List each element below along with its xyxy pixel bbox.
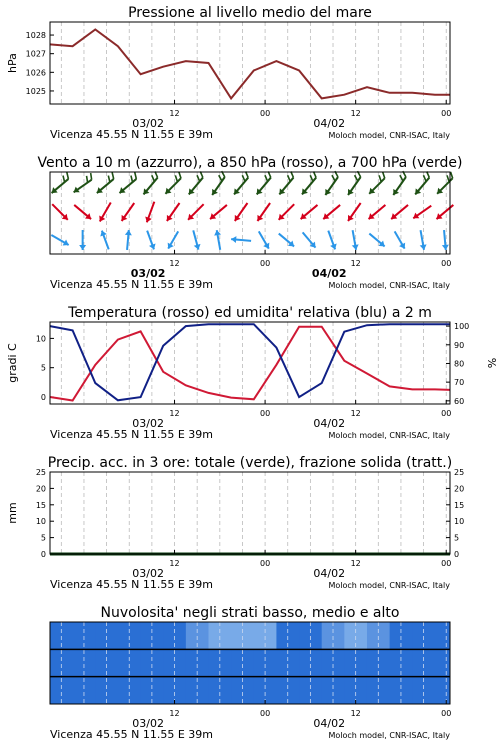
wind-arrow-700	[74, 173, 92, 192]
wind-arrow-10m	[214, 230, 221, 250]
temperature-y-tick-label: 0	[40, 392, 46, 402]
wind-arrow-850	[210, 205, 227, 219]
wind-arrow-700-flag	[112, 172, 114, 179]
wind-arrow-700-flag	[332, 175, 335, 181]
time-tick-label: 12	[169, 409, 180, 418]
wind-arrow-10m	[352, 230, 359, 250]
location-label: Vicenza 45.55 N 11.55 E 39m	[50, 128, 213, 141]
pressure-y-tick-label: 1026	[25, 68, 46, 78]
time-tick-label: 12	[350, 259, 361, 268]
time-tick-label: 12	[169, 709, 180, 718]
pressure-y-label: hPa	[6, 53, 19, 73]
plot-frame	[50, 322, 450, 404]
wind-arrow-700-flag	[219, 175, 222, 181]
wind-arrow-700-flag	[63, 176, 65, 183]
wind-arrow-10m	[231, 236, 251, 243]
wind-arrow-700	[393, 171, 406, 195]
wind-arrow-850	[52, 204, 68, 220]
precip-y-tick-label: 25	[35, 468, 46, 477]
date-label: 04/02	[313, 717, 346, 730]
time-tick-label: 00	[441, 559, 452, 568]
precip-y-label: mm	[6, 502, 19, 524]
wind-arrow-850	[99, 202, 111, 221]
date-label: 04/02	[313, 417, 346, 430]
wind-arrow-850	[323, 205, 340, 219]
wind-arrow-700-flag	[135, 172, 137, 179]
location-label: Vicenza 45.55 N 11.55 E 39m	[50, 278, 213, 291]
panel-title: Nuvolosita' negli strati basso, medio e alto	[100, 605, 400, 621]
pressure-panel	[6, 5, 451, 141]
credit-label: Moloch model, CNR-ISAC, Italy	[328, 581, 450, 590]
wind-arrow-10m	[51, 235, 68, 246]
wind-arrow-700-flag	[379, 175, 381, 181]
panel-title: Temperatura (rosso) ed umidita' relativa (blu) a 2 m	[68, 305, 432, 321]
cloud-cell	[435, 622, 451, 649]
wind-arrow-700-flag	[108, 176, 110, 183]
precipitation-panel	[6, 455, 464, 591]
location-label: Vicenza 45.55 N 11.55 E 39m	[50, 728, 213, 741]
wind-arrow-850	[122, 203, 135, 221]
wind-arrow-850	[235, 203, 248, 221]
humidity-y-label: %	[485, 357, 498, 369]
time-tick-label: 00	[260, 259, 271, 268]
humidity-y-tick-label: 70	[454, 378, 465, 388]
wind-arrow-10m-head	[125, 230, 132, 235]
time-tick-label: 00	[441, 109, 452, 118]
wind-arrow-10m	[168, 231, 179, 248]
credit-label: Moloch model, CNR-ISAC, Italy	[328, 431, 450, 440]
wind-arrow-850	[167, 203, 180, 221]
precip-y-tick-label: 10	[35, 517, 46, 527]
temperature-y-label: gradi C	[6, 343, 19, 383]
wind-arrow-10m	[79, 230, 86, 250]
credit-label: Moloch model, CNR-ISAC, Italy	[328, 131, 450, 140]
wind-arrow-700-flag	[87, 176, 88, 183]
wind-arrow-700	[369, 172, 385, 194]
time-tick-label: 12	[169, 259, 180, 268]
wind-arrow-850	[369, 205, 386, 219]
wind-arrow-850	[301, 205, 318, 219]
time-tick-label: 12	[350, 409, 361, 418]
wind-arrow-10m-head	[79, 245, 86, 250]
cloud-panel	[50, 605, 451, 741]
time-tick-label: 00	[441, 259, 452, 268]
wind-panel	[37, 155, 462, 291]
date-label: 03/02	[132, 567, 164, 580]
wind-arrow-700-flag	[131, 176, 133, 183]
temperature-panel	[6, 305, 498, 441]
time-tick-label: 12	[350, 109, 361, 118]
location-label: Vicenza 45.55 N 11.55 E 39m	[50, 428, 213, 441]
precip-y-tick-label: 0	[40, 550, 46, 559]
wind-arrow-10m	[303, 232, 316, 247]
wind-arrow-700	[212, 171, 225, 195]
time-tick-label: 00	[260, 409, 271, 418]
wind-arrow-700	[143, 171, 157, 194]
precip-y-tick-label: 5	[40, 533, 46, 543]
wind-arrow-700	[325, 171, 338, 195]
precip-y-right-tick-label: 10	[454, 517, 465, 527]
wind-arrow-700-flag	[67, 172, 69, 179]
wind-arrow-700-flag	[451, 172, 453, 178]
wind-arrow-10m-head	[231, 236, 236, 243]
wind-arrow-700-flag	[383, 172, 385, 178]
wind-arrow-700	[119, 172, 136, 193]
plot-frame	[50, 472, 450, 554]
cloud-cell	[435, 677, 451, 704]
wind-arrow-10m	[369, 234, 384, 247]
panel-title: Vento a 10 m (azzurro), a 850 hPa (rosso), a 700 hPa (verde)	[37, 155, 463, 171]
pressure-y-tick-label: 1028	[25, 31, 46, 41]
precip-y-tick-label: 15	[35, 500, 46, 510]
panel-title: Pressione al livello medio del mare	[128, 5, 372, 21]
precip-y-right-tick-label: 15	[454, 500, 465, 510]
wind-arrow-700	[189, 171, 203, 194]
wind-arrow-10m	[279, 234, 294, 247]
wind-arrow-10m	[125, 230, 132, 250]
wind-arrow-700-flag	[447, 175, 449, 181]
wind-arrow-850	[257, 203, 270, 221]
wind-arrow-700	[52, 172, 69, 193]
humidity-y-tick-label: 100	[454, 322, 470, 332]
wind-arrow-850	[188, 204, 204, 220]
date-label: 03/02	[132, 417, 164, 430]
wind-arrow-850	[279, 204, 295, 220]
wind-arrow-10m	[328, 231, 336, 250]
wind-arrow-700	[234, 171, 248, 194]
time-tick-label: 00	[260, 559, 271, 568]
precip-y-tick-label: 20	[35, 484, 46, 494]
time-tick-label: 00	[441, 709, 452, 718]
wind-arrow-10m	[100, 231, 108, 250]
wind-arrow-700	[97, 172, 114, 193]
time-tick-label: 00	[441, 409, 452, 418]
time-tick-label: 00	[260, 709, 271, 718]
temperature-y-tick-label: 10	[35, 334, 46, 344]
wind-arrow-10m	[395, 231, 406, 248]
wind-arrow-10m	[147, 231, 155, 250]
wind-arrow-10m	[442, 230, 449, 250]
precip-y-right-tick-label: 20	[454, 484, 465, 494]
date-label: 03/02	[132, 717, 164, 730]
humidity-y-tick-label: 90	[454, 340, 465, 350]
date-label: 03/02	[132, 117, 164, 130]
precip-y-right-tick-label: 0	[454, 550, 460, 559]
wind-arrow-850	[436, 205, 453, 219]
temperature-line	[50, 327, 450, 401]
wind-arrow-850	[74, 205, 91, 219]
precip-y-right-tick-label: 5	[454, 533, 460, 543]
time-tick-label: 12	[350, 559, 361, 568]
time-tick-label: 12	[350, 709, 361, 718]
date-label: 04/02	[313, 117, 346, 130]
wind-arrow-700	[279, 171, 293, 194]
temperature-y-tick-label: 5	[40, 363, 46, 373]
plot-frame	[50, 22, 450, 104]
credit-label: Moloch model, CNR-ISAC, Italy	[328, 731, 450, 740]
humidity-y-tick-label: 80	[454, 359, 465, 369]
location-label: Vicenza 45.55 N 11.55 E 39m	[50, 578, 213, 591]
pressure-line	[50, 30, 450, 99]
humidity-line	[50, 324, 450, 400]
time-tick-label: 12	[169, 559, 180, 568]
wind-arrow-700	[165, 172, 181, 194]
wind-arrow-850	[391, 205, 408, 219]
date-label: 04/02	[313, 567, 346, 580]
wind-arrow-700	[348, 171, 361, 195]
wind-arrow-10m	[259, 231, 270, 248]
precip-y-right-tick-label: 25	[454, 468, 465, 477]
wind-arrow-850	[413, 206, 431, 219]
wind-arrow-700-flag	[355, 175, 358, 181]
time-tick-label: 00	[260, 109, 271, 118]
date-label: 04/02	[311, 267, 347, 280]
wind-arrow-10m	[193, 230, 200, 249]
wind-arrow-700	[415, 171, 429, 194]
pressure-y-tick-label: 1025	[25, 86, 46, 96]
humidity-y-tick-label: 60	[454, 396, 465, 406]
panel-title: Precip. acc. in 3 ore: totale (verde), frazione solida (tratt.)	[47, 455, 453, 471]
pressure-y-tick-label: 1027	[25, 49, 46, 59]
wind-arrow-700	[257, 171, 271, 194]
wind-arrow-700	[302, 171, 316, 194]
wind-arrow-850	[145, 202, 154, 223]
wind-arrow-10m	[420, 230, 427, 250]
wind-arrow-10m-head	[442, 245, 449, 250]
wind-arrow-700-flag	[175, 175, 177, 181]
wind-arrow-700-flag	[400, 175, 403, 181]
cloud-cell	[435, 649, 451, 676]
time-tick-label: 12	[169, 109, 180, 118]
wind-arrow-850	[348, 203, 361, 221]
credit-label: Moloch model, CNR-ISAC, Italy	[328, 281, 450, 290]
wind-arrow-700-flag	[91, 173, 92, 180]
wind-arrow-700-flag	[179, 172, 181, 178]
date-label: 03/02	[130, 267, 166, 280]
